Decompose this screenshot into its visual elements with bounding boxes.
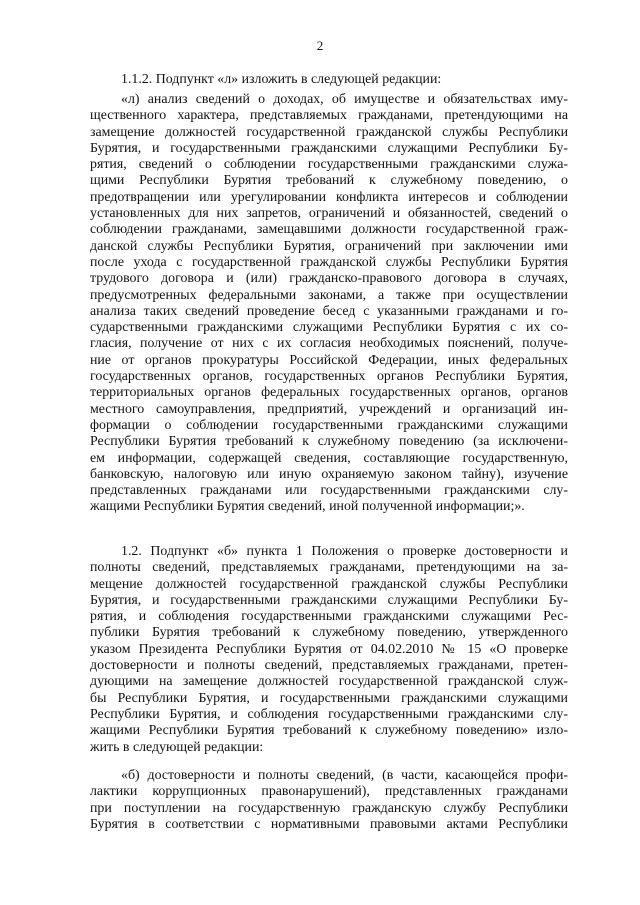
text-line: указом Президента Республики Бурятия от 04.02.2010 № 15 «О проверке — [90, 641, 568, 657]
text-line: бы Республики Бурятия, и государственными гражданскими служащими — [90, 690, 568, 706]
text-line: предотвращении или урегулировании конфликта интересов и соблюдении — [90, 189, 568, 205]
paragraph-subpoint-l — [90, 92, 568, 516]
paragraph-1-1-2-heading — [90, 72, 568, 88]
text-line: банковскую, налоговую или иную охраняемую законом тайну), изучение — [90, 466, 568, 482]
text-line: трудового договора и (или) гражданско-правового договора в случаях, — [90, 271, 568, 287]
text-line: представленных гражданами или государственными гражданскими слу- — [90, 483, 568, 499]
text-line: Республики Бурятия, и соблюдения государственными гражданскими слу- — [90, 706, 568, 722]
text-line: щими Республики Бурятия требований к служебному поведению, о — [90, 173, 568, 189]
text-line: «л) анализ сведений о доходах, об имуществе и обязательствах иму- — [121, 92, 568, 107]
text-line: жащими Республики Бурятия сведений, иной полученной информации;». — [90, 499, 525, 515]
text-line: предусмотренных федеральными законами, а также при осуществлении — [90, 287, 568, 303]
text-line: публики Бурятия требований к служебному поведению, утвержденного — [90, 625, 568, 641]
text-line: лактики коррупционных правонарушений), представленных гражданами — [90, 784, 568, 800]
text-line: Бурятия, и государственными гражданскими служащими Республики Бу- — [90, 140, 568, 156]
text-line: после ухода с государственной гражданской службы Республики Бурятия — [90, 254, 568, 270]
paragraph-1-2 — [90, 544, 568, 756]
text-line: дующими на замещение должностей государственной гражданской служ- — [90, 674, 568, 690]
text-line: полноты сведений, представляемых гражданами, претендующими на за- — [90, 560, 568, 576]
text-line: мещение должностей государственной гражданской службы Республики — [90, 576, 568, 592]
text-line: Республики Бурятия требований к служебному поведению (за исключени- — [90, 434, 568, 450]
text-line: Бурятия, и государственными гражданскими служащими Республики Бу- — [90, 592, 568, 608]
text-line: 1.1.2. Подпункт «л» изложить в следующей редакции: — [121, 72, 442, 87]
text-line: гласия, получение от них с их согласия необходимых пояснений, получе- — [90, 336, 568, 352]
text-line: рятия, и соблюдения государственными гражданскими служащими Рес- — [90, 609, 568, 625]
text-line: 1.2. Подпункт «б» пункта 1 Положения о проверке достоверности и — [121, 544, 568, 559]
text-line: ние от органов прокуратуры Российской Федерации, иных федеральных — [90, 352, 568, 368]
text-line: установленных для них запретов, ограничений и обязанностей, сведений о — [90, 206, 568, 222]
text-line: щественного характера, представляемых гражданами, претендующими на — [90, 108, 568, 124]
text-line: анализа таких сведений проведение бесед с указанными гражданами и го- — [90, 303, 568, 319]
text-line: при поступлении на государственную гражданскую службу Республики — [90, 800, 568, 816]
text-line: жащими Республики Бурятия требований к служебному поведению» изло- — [90, 723, 568, 739]
text-line: замещение должностей государственной гражданской службы Республики — [90, 124, 568, 140]
text-line: формации о соблюдении государственными гражданскими служащими — [90, 417, 568, 433]
text-line: достоверности и полноты сведений, представляемых гражданами, претен- — [90, 658, 568, 674]
text-line: государственных органов, государственных органов Республики Бурятия, — [90, 369, 568, 385]
text-line: ем информации, содержащей сведения, составляющие государственную, — [90, 450, 568, 466]
text-line: Бурятия в соответствии с нормативными правовыми актами Республики — [90, 816, 568, 832]
text-line: жить в следующей редакции: — [90, 739, 264, 755]
text-line: сударственными гражданскими служащими Республики Бурятия с их со- — [90, 320, 568, 336]
text-line: соблюдении гражданами, замещавшими должности государственной граж- — [90, 222, 568, 238]
text-line: рятия, сведений о соблюдении государственными гражданскими служа- — [90, 157, 568, 173]
text-line: «б) достоверности и полноты сведений, (в части, касающейся профи- — [121, 768, 568, 783]
text-line: данской службы Республики Бурятия, ограничений при заключении ими — [90, 238, 568, 254]
text-line: местного самоуправления, предприятий, учреждений и организаций ин- — [90, 401, 568, 417]
text-line: территориальных органов федеральных государственных органов, органов — [90, 385, 568, 401]
paragraph-subpoint-b — [90, 768, 568, 833]
page-number: 2 — [316, 38, 324, 53]
